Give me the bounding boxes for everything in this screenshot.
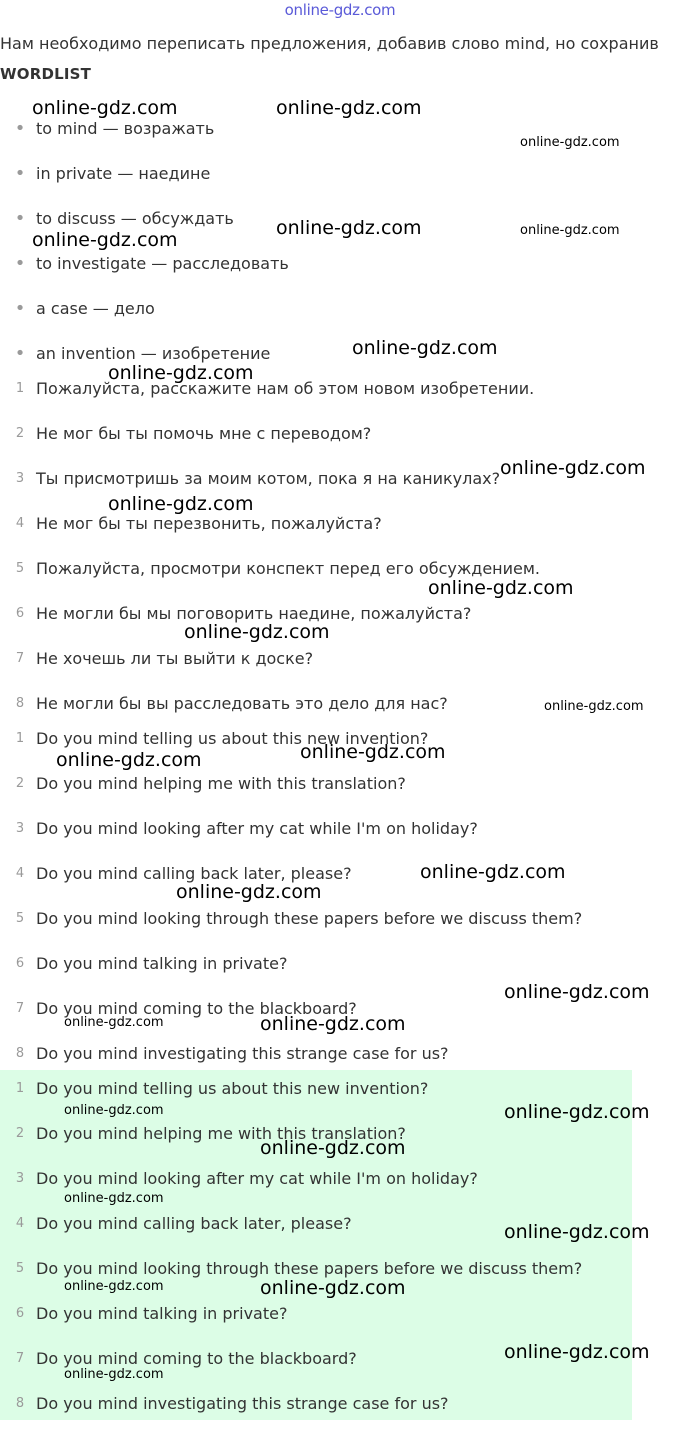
- sentence-text: Do you mind coming to the blackboard?: [36, 1349, 357, 1368]
- sentence-number: 1: [15, 1081, 25, 1096]
- sentence-text: Do you mind investigating this strange case for us?: [36, 1394, 449, 1413]
- watermark: online-gdz.com: [64, 1367, 164, 1382]
- sentence-text: Do you mind looking through these papers before we discuss them?: [36, 909, 583, 928]
- sentence-text: Do you mind coming to the blackboard?: [36, 999, 357, 1018]
- watermark: online-gdz.com: [56, 749, 202, 771]
- sentence-text: Do you mind talking in private?: [36, 1304, 288, 1323]
- sentence-number: 4: [15, 516, 25, 531]
- sentence-text: Do you mind talking in private?: [36, 954, 288, 973]
- sentence-text: Ты присмотришь за моим котом, пока я на каникулах?: [36, 469, 501, 488]
- sentence-text: Do you mind looking after my cat while I'm on holiday?: [36, 1169, 478, 1188]
- sentence-number: 7: [15, 1001, 25, 1016]
- watermark: online-gdz.com: [504, 1101, 650, 1123]
- sentence-number: 2: [15, 776, 25, 791]
- sentence-text: Не могли бы мы поговорить наедине, пожалуйста?: [36, 604, 472, 623]
- sentence-text: Do you mind telling us about this new invention?: [36, 729, 429, 748]
- wordlist-item-text: an invention — изобретение: [36, 344, 271, 363]
- sentence-number: 8: [15, 696, 25, 711]
- sentence-number: 8: [15, 1396, 25, 1411]
- wordlist-item: [0, 164, 630, 209]
- watermark: online-gdz.com: [32, 97, 178, 119]
- wordlist-item-text: to discuss — обсуждать: [36, 209, 234, 228]
- sentence-number: 6: [15, 956, 25, 971]
- english-sentence: [0, 819, 630, 864]
- wordlist-item: [0, 254, 630, 299]
- watermark: online-gdz.com: [108, 493, 254, 515]
- sentence-text: Пожалуйста, просмотри конспект перед его обсуждением.: [36, 559, 541, 578]
- bullet-icon: •: [14, 343, 26, 364]
- watermark: online-gdz.com: [260, 1137, 406, 1159]
- sentence-number: 7: [15, 1351, 25, 1366]
- russian-sentence: [0, 649, 630, 694]
- watermark: online-gdz.com: [504, 1221, 650, 1243]
- wordlist-item-text: to investigate — расследовать: [36, 254, 289, 273]
- wordlist-title: WORDLIST: [0, 65, 92, 83]
- watermark: online-gdz.com: [504, 981, 650, 1003]
- sentence-number: 1: [15, 381, 25, 396]
- sentence-text: Do you mind looking through these papers before we discuss them?: [36, 1259, 583, 1278]
- sentence-number: 4: [15, 1216, 25, 1231]
- bullet-icon: •: [14, 298, 26, 319]
- watermark: online-gdz.com: [64, 1191, 164, 1206]
- watermark: online-gdz.com: [32, 229, 178, 251]
- task-intro: Нам необходимо переписать предложения, добавив слово mind, но сохранив: [0, 34, 659, 53]
- sentence-text: Do you mind telling us about this new invention?: [36, 1079, 429, 1098]
- sentence-text: Do you mind looking after my cat while I'm on holiday?: [36, 819, 478, 838]
- watermark: online-gdz.com: [276, 97, 422, 119]
- sentence-text: Do you mind calling back later, please?: [36, 864, 352, 883]
- wordlist-item-text: in private — наедине: [36, 164, 211, 183]
- answer-sentence: [0, 1394, 630, 1439]
- watermark: online-gdz.com: [520, 223, 620, 238]
- sentence-number: 5: [15, 911, 25, 926]
- sentence-number: 3: [15, 821, 25, 836]
- bullet-icon: •: [14, 118, 26, 139]
- watermark: online-gdz.com: [300, 741, 446, 763]
- sentence-text: Do you mind calling back later, please?: [36, 1214, 352, 1233]
- watermark: online-gdz.com: [108, 362, 254, 384]
- watermark: online-gdz.com: [64, 1103, 164, 1118]
- sentence-text: Do you mind helping me with this translation?: [36, 1124, 406, 1143]
- watermark: online-gdz.com: [176, 881, 322, 903]
- watermark: online-gdz.com: [276, 217, 422, 239]
- bullet-icon: •: [14, 208, 26, 229]
- sentence-number: 8: [15, 1046, 25, 1061]
- sentence-number: 4: [15, 866, 25, 881]
- watermark: online-gdz.com: [64, 1279, 164, 1294]
- bullet-icon: •: [14, 163, 26, 184]
- russian-sentence: [0, 379, 630, 424]
- sentence-number: 7: [15, 651, 25, 666]
- sentence-number: 6: [15, 606, 25, 621]
- watermark: online-gdz.com: [544, 699, 644, 714]
- sentence-text: Do you mind helping me with this translation?: [36, 774, 406, 793]
- sentence-number: 3: [15, 471, 25, 486]
- sentence-text: Не мог бы ты помочь мне с переводом?: [36, 424, 372, 443]
- sentence-text: Не могли бы вы расследовать это дело для нас?: [36, 694, 448, 713]
- watermark: online-gdz.com: [260, 1013, 406, 1035]
- watermark: online-gdz.com: [504, 1341, 650, 1363]
- watermark: online-gdz.com: [64, 1015, 164, 1030]
- sentence-text: Не мог бы ты перезвонить, пожалуйста?: [36, 514, 382, 533]
- wordlist-item-text: to mind — возражать: [36, 119, 215, 138]
- english-sentence: [0, 774, 630, 819]
- sentence-text: Не хочешь ли ты выйти к доске?: [36, 649, 314, 668]
- wordlist-item-text: a case — дело: [36, 299, 155, 318]
- wordlist-item: [0, 299, 630, 344]
- sentence-number: 2: [15, 1126, 25, 1141]
- watermark: online-gdz.com: [428, 577, 574, 599]
- sentence-number: 5: [15, 561, 25, 576]
- site-header-watermark: online-gdz.com: [284, 1, 396, 19]
- sentence-text: Пожалуйста, расскажите нам об этом новом изобретении.: [36, 379, 535, 398]
- watermark: online-gdz.com: [184, 621, 330, 643]
- watermark: online-gdz.com: [260, 1277, 406, 1299]
- sentence-number: 2: [15, 426, 25, 441]
- bullet-icon: •: [14, 253, 26, 274]
- russian-sentence: [0, 514, 630, 559]
- english-sentence: [0, 909, 630, 954]
- watermark: online-gdz.com: [352, 337, 498, 359]
- watermark: online-gdz.com: [420, 861, 566, 883]
- watermark: online-gdz.com: [520, 135, 620, 150]
- sentence-number: 5: [15, 1261, 25, 1276]
- sentence-number: 1: [15, 731, 25, 746]
- sentence-number: 3: [15, 1171, 25, 1186]
- sentence-number: 6: [15, 1306, 25, 1321]
- sentence-text: Do you mind investigating this strange case for us?: [36, 1044, 449, 1063]
- watermark: online-gdz.com: [500, 457, 646, 479]
